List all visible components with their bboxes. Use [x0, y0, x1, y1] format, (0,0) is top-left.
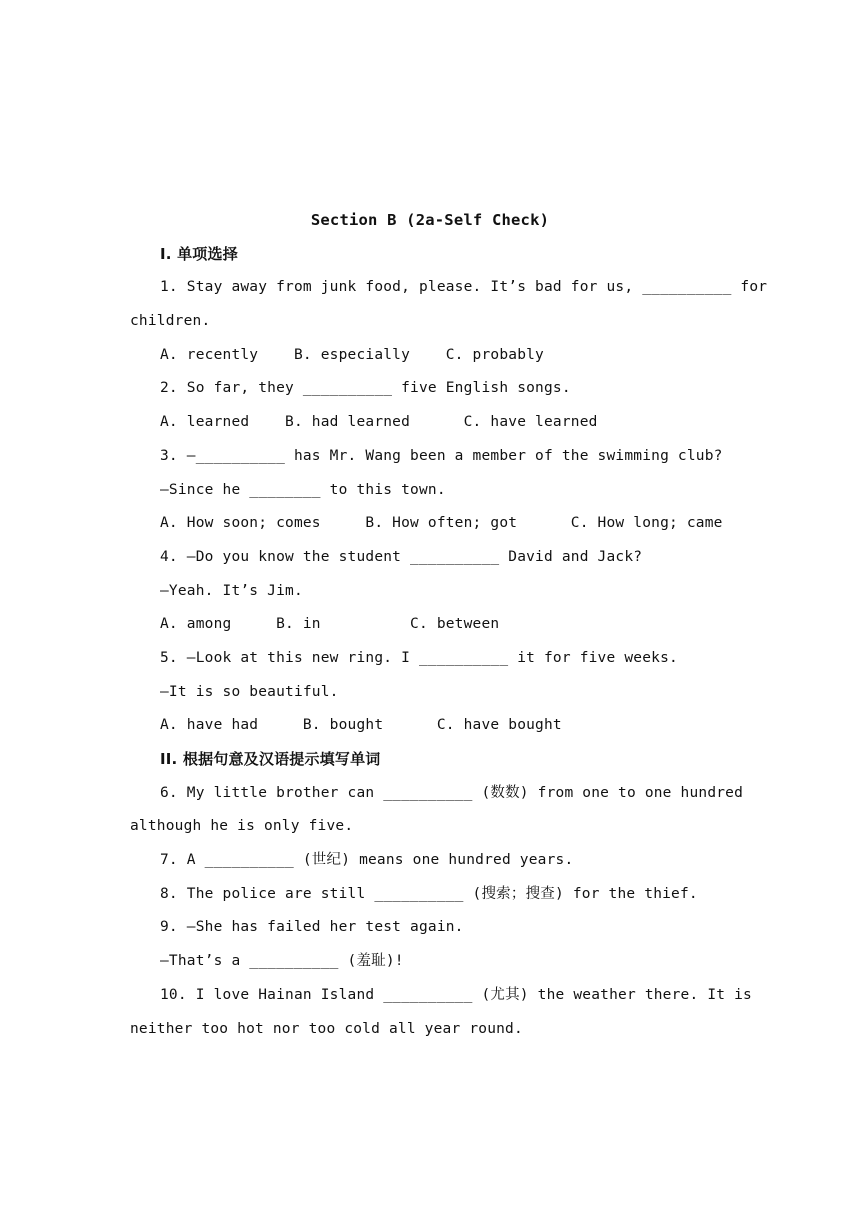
question-4-line-1: 4. —Do you know the student __________ David and Jack? [160, 548, 643, 565]
question-6-line-1: 6. My little brother can __________ (数数) from one to one hundred [160, 784, 744, 801]
question-5-line-1: 5. —Look at this new ring. I __________ it for five weeks. [160, 649, 678, 666]
question-5-options: A. have had B. bought C. have bought [160, 717, 562, 734]
question-2-options: A. learned B. had learned C. have learned [160, 414, 598, 431]
question-5-line-2: —It is so beautiful. [160, 683, 339, 700]
question-1-line-1: 1. Stay away from junk food, please. It’s bad for us, __________ for [160, 279, 768, 296]
question-9-line-1: 9. —She has failed her test again. [160, 919, 464, 936]
question-10-line-1: 10. I love Hainan Island __________ (尤其) the weather there. It is [160, 986, 752, 1003]
section-heading-multiple-choice: I. 单项选择 [160, 244, 238, 263]
question-10-line-2: neither too hot nor too cold all year round. [130, 1020, 523, 1037]
question-3-options: A. How soon; comes B. How often; got C. How long; came [160, 515, 723, 532]
section-heading-fill-in: II. 根据句意及汉语提示填写单词 [160, 750, 381, 768]
question-6-line-2: although he is only five. [130, 818, 354, 835]
question-7: 7. A __________ (世纪) means one hundred years. [160, 852, 574, 869]
worksheet-page [130, 204, 768, 1046]
question-9-line-2: —That’s a __________ (羞耻)! [160, 953, 404, 970]
question-3-line-2: —Since he ________ to this town. [160, 481, 446, 498]
question-4-line-2: —Yeah. It’s Jim. [160, 582, 303, 599]
question-3-line-1: 3. —__________ has Mr. Wang been a member of the swimming club? [160, 447, 723, 464]
worksheet-title: Section B (2a-Self Check) [310, 211, 550, 229]
question-2: 2. So far, they __________ five English songs. [160, 380, 571, 397]
question-8: 8. The police are still __________ (搜索；搜查) for the thief. [160, 885, 698, 902]
question-1-options: A. recently B. especially C. probably [160, 346, 544, 363]
question-4-options: A. among B. in C. between [160, 616, 500, 633]
question-1-line-2: children. [130, 313, 211, 330]
